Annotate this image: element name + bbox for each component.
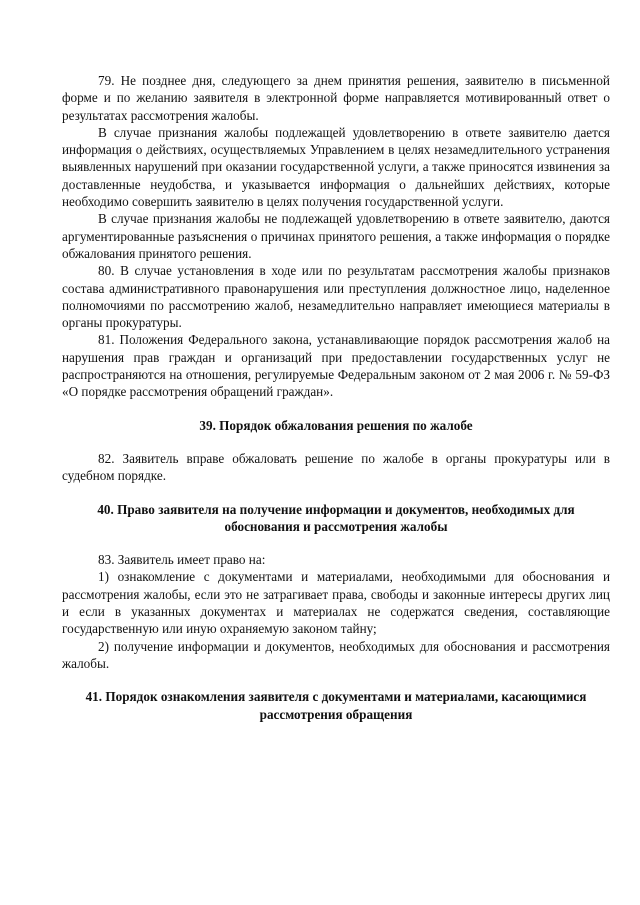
document-page [62, 72, 610, 723]
spacer [62, 485, 610, 501]
heading-section-41: 41. Порядок ознакомления заявителя с документами и материалами, касающимися рассмотрения обращения [85, 689, 587, 722]
list-item-1: 1) ознакомление с документами и материалами, необходимыми для обоснования и рассмотрения жалобы, если это не затрагивает права, свободы и законные интересы других лиц и если в указанных документах и материалах не содержатся сведения, составляющие государственную или иную охраняемую законом тайну; [62, 569, 610, 637]
paragraph-82: 82. Заявитель вправе обжаловать решение по жалобе в органы прокуратуры или в судебном порядке. [62, 450, 610, 484]
paragraph-rejected-complaint: В случае признания жалобы не подлежащей удовлетворению в ответе заявителю, даются аргументированные разъяснения о причинах принятого решения, а также информация о порядке обжалования принятого решения. [62, 211, 610, 261]
paragraph-81: 81. Положения Федерального закона, устанавливающие порядок рассмотрения жалоб на нарушения прав граждан и организаций при предоставлении государственных услуг не распространяются на отношения, регулируемые Федеральным законом от 2 мая 2006 г. № 59-ФЗ «О порядке рассмотрения обращений граждан». [62, 332, 610, 400]
spacer [62, 401, 610, 417]
paragraph-79: 79. Не позднее дня, следующего за днем принятия решения, заявителю в письменной форме и по желанию заявителя в электронной форме направляется мотивированный ответ о результатах рассмотрения жалобы. [62, 73, 610, 123]
spacer [62, 672, 610, 688]
spacer [62, 434, 610, 450]
paragraph-satisfied-complaint: В случае признания жалобы подлежащей удовлетворению в ответе заявителю дается информация о действиях, осуществляемых Управлением в целях незамедлительного устранения выявленных нарушений при оказании государственной услуги, а также приносятся извинения за доставленные неудобства, и указывается информация о дальнейших действиях, которые необходимо совершить заявителю в целях получения государственной услуги. [62, 124, 610, 210]
heading-section-39: 39. Порядок обжалования решения по жалобе [199, 417, 473, 433]
heading-section-40: 40. Право заявителя на получение информации и документов, необходимых для обоснования и рассмотрения жалобы [97, 501, 575, 534]
paragraph-83: 83. Заявитель имеет право на: [98, 552, 266, 568]
list-item-2: 2) получение информации и документов, необходимых для обоснования и рассмотрения жалобы. [62, 638, 610, 671]
paragraph-80: 80. В случае установления в ходе или по результатам рассмотрения жалобы признаков состава административного правонарушения или преступления должностное лицо, наделенное полномочиями по рассмотрению жалоб, незамедлительно направляет имеющиеся материалы в органы прокуратуры. [62, 263, 610, 331]
spacer [62, 535, 610, 551]
